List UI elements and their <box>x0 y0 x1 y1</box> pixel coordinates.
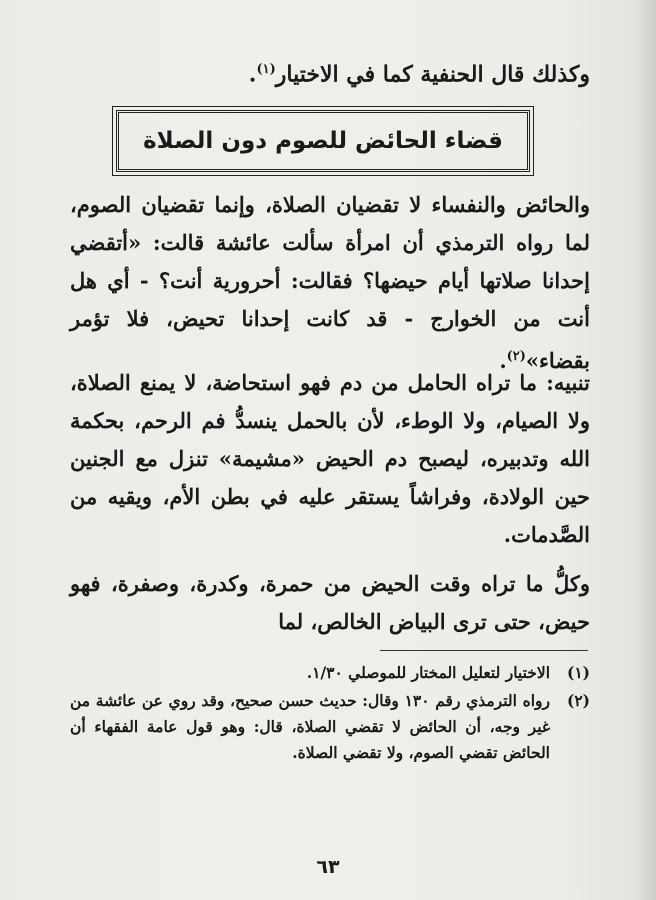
page-number: ٦٣ <box>316 856 340 878</box>
paragraph-1 <box>70 186 590 380</box>
paragraph-1-text: والحائض والنفساء لا تقضيان الصلاة، وإنما تقضيان الصوم، لما رواه الترمذي أن امرأة سألت عائشة قالت: «أتقضي إحدانا صلاتها أيام حيضها؟ فقالت: أحرورية أنت؟ - أي هل أنت من الخوارج - قد كانت إحدانا تحيض، فلا تؤمر بقضاء» <box>70 192 590 373</box>
paragraph-2-note: تنبيه: ما تراه الحامل من دم فهو استحاضة، لا يمنع الصلاة، ولا الصيام، ولا الوطء، لأن بالحمل ينسدُّ فم الرحم، بحكمة الله وتدبيره، ليصبح دم الحيض «مشيمة» تنزل مع الجنين حين الولادة، وفراشاً يستقر عليه في بطن الأم، ويقيه من الصَّدمات. <box>70 370 590 547</box>
footnotes <box>70 660 590 768</box>
intro-line <box>70 52 590 92</box>
footnote-separator <box>380 650 588 651</box>
intro-end: . <box>248 61 257 88</box>
footnote-2-text: رواه الترمذي رقم ١٣٠ وقال: حديث حسن صحيح، وقد روي عن عائشة من غير وجه، أن الحائض لا تقضي الصلاة، قال: وهو قول عامة الفقهاء أن الحائض تقضي الصوم، ولا تقضي الصلاة. <box>70 691 550 762</box>
section-heading: قضاء الحائض للصوم دون الصلاة <box>143 128 503 154</box>
intro-text: وكذلك قال الحنفية كما في الاختيار <box>275 61 590 88</box>
intro-footnote-ref: (١) <box>256 62 276 77</box>
section-heading-box <box>116 110 530 172</box>
footnote-1 <box>70 660 590 686</box>
footnote-2 <box>70 688 590 766</box>
footnote-2-number: (٢) <box>566 691 590 710</box>
footnote-1-number: (١) <box>566 663 590 682</box>
paragraph-1-end: . <box>499 348 507 373</box>
paragraph-3: وكلُّ ما تراه وقت الحيض من حمرة، وكدرة، وصفرة، فهو حيض، حتى ترى البياض الخالص، لما <box>70 571 590 634</box>
page-edge-shadow <box>636 0 656 900</box>
paragraph-1-footnote-ref: (٢) <box>506 349 526 364</box>
footnote-1-text: الاختيار لتعليل المختار للموصلي ١/٣٠. <box>306 663 550 682</box>
